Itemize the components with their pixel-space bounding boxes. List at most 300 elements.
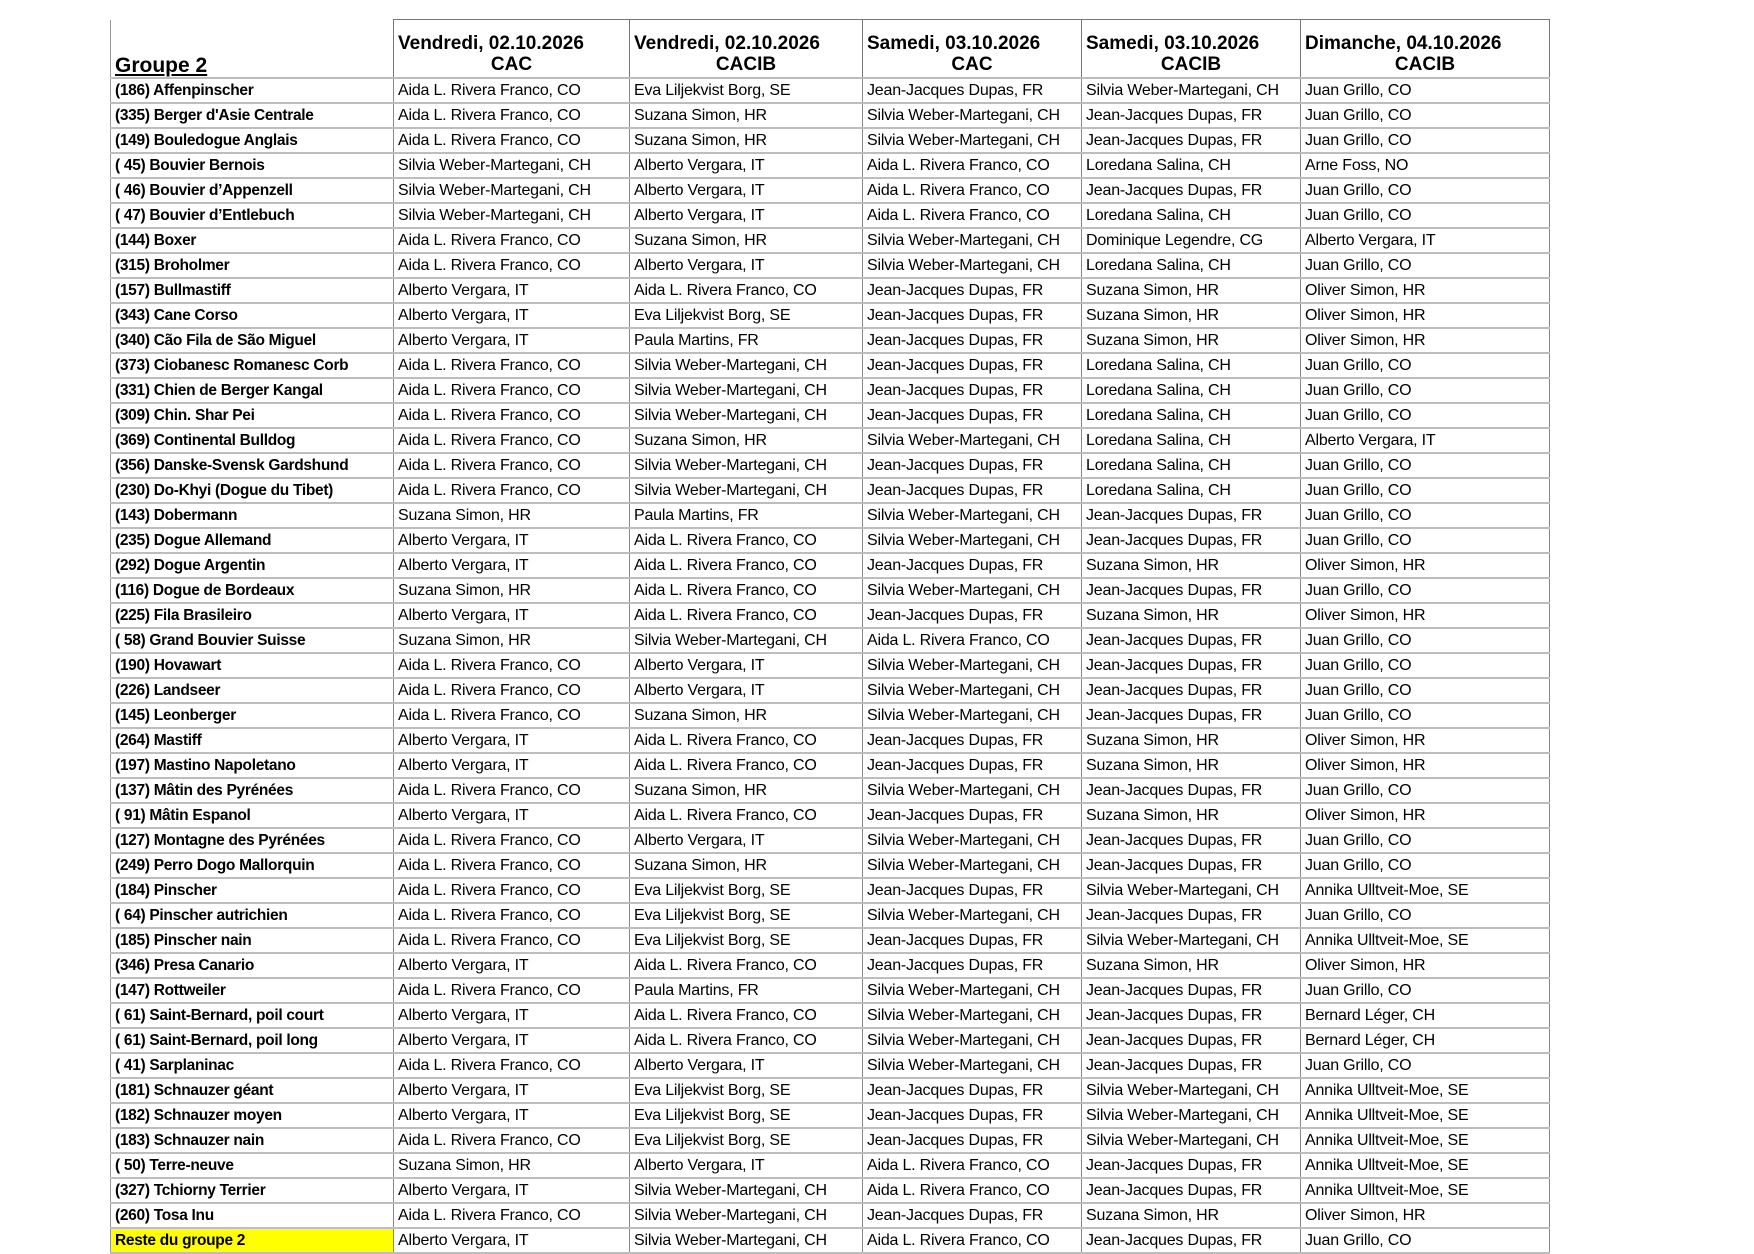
breed-cell: (225) Fila Brasileiro	[111, 603, 394, 628]
judge-cell: Oliver Simon, HR	[1301, 728, 1550, 753]
judge-cell: Oliver Simon, HR	[1301, 603, 1550, 628]
judge-cell: Oliver Simon, HR	[1301, 753, 1550, 778]
judge-cell: Alberto Vergara, IT	[394, 278, 630, 303]
judge-cell: Loredana Salina, CH	[1082, 403, 1301, 428]
judge-cell: Silvia Weber-Martegani, CH	[863, 578, 1082, 603]
judge-cell: Alberto Vergara, IT	[394, 603, 630, 628]
judge-cell: Suzana Simon, HR	[1082, 278, 1301, 303]
breed-cell: (343) Cane Corso	[111, 303, 394, 328]
judge-cell: Eva Liljekvist Borg, SE	[630, 878, 863, 903]
group-title: Groupe 2	[111, 20, 394, 79]
judge-cell: Alberto Vergara, IT	[394, 1078, 630, 1103]
judge-cell: Eva Liljekvist Borg, SE	[630, 928, 863, 953]
table-row	[111, 628, 1550, 653]
judges-schedule-sheet	[110, 19, 1550, 1254]
column-header	[863, 20, 1082, 79]
judge-cell: Jean-Jacques Dupas, FR	[1082, 528, 1301, 553]
judge-cell: Arne Foss, NO	[1301, 153, 1550, 178]
judge-cell: Juan Grillo, CO	[1301, 403, 1550, 428]
judge-cell: Bernard Léger, CH	[1301, 1003, 1550, 1028]
judge-cell: Juan Grillo, CO	[1301, 903, 1550, 928]
judge-cell: Aida L. Rivera Franco, CO	[394, 103, 630, 128]
breed-cell: (373) Ciobanesc Romanesc Corb	[111, 353, 394, 378]
judge-cell: Jean-Jacques Dupas, FR	[1082, 128, 1301, 153]
judge-cell: Jean-Jacques Dupas, FR	[1082, 1053, 1301, 1078]
column-type: CAC	[951, 54, 993, 75]
judge-cell: Silvia Weber-Martegani, CH	[863, 253, 1082, 278]
breed-cell: (183) Schnauzer nain	[111, 1128, 394, 1153]
judge-cell: Jean-Jacques Dupas, FR	[1082, 1028, 1301, 1053]
judge-cell: Jean-Jacques Dupas, FR	[863, 553, 1082, 578]
judge-cell: Jean-Jacques Dupas, FR	[1082, 1228, 1301, 1253]
judge-cell: Aida L. Rivera Franco, CO	[394, 78, 630, 103]
judge-cell: Aida L. Rivera Franco, CO	[394, 678, 630, 703]
judge-cell: Juan Grillo, CO	[1301, 103, 1550, 128]
table-row	[111, 253, 1550, 278]
table-row	[111, 1128, 1550, 1153]
judge-cell: Silvia Weber-Martegani, CH	[1082, 1103, 1301, 1128]
breed-cell: (182) Schnauzer moyen	[111, 1103, 394, 1128]
judge-cell: Silvia Weber-Martegani, CH	[1082, 1128, 1301, 1153]
judge-cell: Jean-Jacques Dupas, FR	[863, 928, 1082, 953]
judge-cell: Juan Grillo, CO	[1301, 1228, 1550, 1253]
judge-cell: Suzana Simon, HR	[1082, 953, 1301, 978]
judge-cell: Juan Grillo, CO	[1301, 578, 1550, 603]
table-row	[111, 603, 1550, 628]
judge-cell: Alberto Vergara, IT	[630, 678, 863, 703]
judge-cell: Suzana Simon, HR	[394, 578, 630, 603]
judge-cell: Juan Grillo, CO	[1301, 453, 1550, 478]
breed-cell: (137) Mâtin des Pyrénées	[111, 778, 394, 803]
judge-cell: Dominique Legendre, CG	[1082, 228, 1301, 253]
judge-cell: Alberto Vergara, IT	[394, 328, 630, 353]
table-row	[111, 1228, 1550, 1253]
judge-cell: Jean-Jacques Dupas, FR	[863, 728, 1082, 753]
judge-cell: Silvia Weber-Martegani, CH	[1082, 1078, 1301, 1103]
judge-cell: Oliver Simon, HR	[1301, 553, 1550, 578]
judge-cell: Aida L. Rivera Franco, CO	[394, 853, 630, 878]
column-day: Samedi, 03.10.2026	[1086, 33, 1260, 54]
judge-cell: Aida L. Rivera Franco, CO	[630, 803, 863, 828]
judge-cell: Loredana Salina, CH	[1082, 253, 1301, 278]
judge-cell: Annika Ulltveit-Moe, SE	[1301, 1153, 1550, 1178]
judge-cell: Jean-Jacques Dupas, FR	[863, 78, 1082, 103]
judge-cell: Silvia Weber-Martegani, CH	[863, 1028, 1082, 1053]
judge-cell: Silvia Weber-Martegani, CH	[630, 378, 863, 403]
judge-cell: Jean-Jacques Dupas, FR	[863, 303, 1082, 328]
breed-cell: (149) Bouledogue Anglais	[111, 128, 394, 153]
judge-cell: Aida L. Rivera Franco, CO	[394, 653, 630, 678]
breed-cell: (249) Perro Dogo Mallorquin	[111, 853, 394, 878]
judge-cell: Alberto Vergara, IT	[394, 528, 630, 553]
column-header	[1082, 20, 1301, 79]
table-row	[111, 328, 1550, 353]
judge-cell: Jean-Jacques Dupas, FR	[1082, 1003, 1301, 1028]
column-type: CACIB	[1394, 54, 1456, 75]
judge-cell: Juan Grillo, CO	[1301, 178, 1550, 203]
table-row	[111, 278, 1550, 303]
judge-cell: Alberto Vergara, IT	[394, 953, 630, 978]
breed-cell: (116) Dogue de Bordeaux	[111, 578, 394, 603]
judge-cell: Jean-Jacques Dupas, FR	[863, 803, 1082, 828]
table-row	[111, 478, 1550, 503]
judge-cell: Jean-Jacques Dupas, FR	[863, 753, 1082, 778]
judge-cell: Jean-Jacques Dupas, FR	[863, 603, 1082, 628]
judge-cell: Jean-Jacques Dupas, FR	[863, 453, 1082, 478]
judge-cell: Silvia Weber-Martegani, CH	[863, 978, 1082, 1003]
judge-cell: Eva Liljekvist Borg, SE	[630, 1128, 863, 1153]
judge-cell: Aida L. Rivera Franco, CO	[630, 753, 863, 778]
judge-cell: Annika Ulltveit-Moe, SE	[1301, 928, 1550, 953]
judge-cell: Jean-Jacques Dupas, FR	[863, 278, 1082, 303]
judge-cell: Alberto Vergara, IT	[1301, 228, 1550, 253]
judge-cell: Juan Grillo, CO	[1301, 853, 1550, 878]
breed-cell: ( 45) Bouvier Bernois	[111, 153, 394, 178]
judge-cell: Juan Grillo, CO	[1301, 1053, 1550, 1078]
judge-cell: Silvia Weber-Martegani, CH	[630, 453, 863, 478]
judge-cell: Juan Grillo, CO	[1301, 128, 1550, 153]
column-header	[1301, 20, 1550, 79]
table-row	[111, 228, 1550, 253]
judge-cell: Silvia Weber-Martegani, CH	[1082, 878, 1301, 903]
judge-cell: Aida L. Rivera Franco, CO	[630, 1003, 863, 1028]
breed-cell: (264) Mastiff	[111, 728, 394, 753]
judge-cell: Aida L. Rivera Franco, CO	[630, 553, 863, 578]
column-header	[630, 20, 863, 79]
judge-cell: Aida L. Rivera Franco, CO	[630, 578, 863, 603]
judge-cell: Juan Grillo, CO	[1301, 253, 1550, 278]
judge-cell: Aida L. Rivera Franco, CO	[394, 878, 630, 903]
judge-cell: Aida L. Rivera Franco, CO	[394, 978, 630, 1003]
judge-cell: Jean-Jacques Dupas, FR	[1082, 103, 1301, 128]
judge-cell: Loredana Salina, CH	[1082, 428, 1301, 453]
table-row	[111, 503, 1550, 528]
judge-cell: Aida L. Rivera Franco, CO	[630, 528, 863, 553]
column-day: Vendredi, 02.10.2026	[634, 33, 820, 54]
table-row	[111, 653, 1550, 678]
table-row	[111, 128, 1550, 153]
judge-cell: Aida L. Rivera Franco, CO	[394, 453, 630, 478]
judge-cell: Aida L. Rivera Franco, CO	[630, 953, 863, 978]
breed-cell: (369) Continental Bulldog	[111, 428, 394, 453]
judge-cell: Alberto Vergara, IT	[630, 178, 863, 203]
judge-cell: Eva Liljekvist Borg, SE	[630, 1078, 863, 1103]
judge-cell: Alberto Vergara, IT	[1301, 428, 1550, 453]
judge-cell: Jean-Jacques Dupas, FR	[1082, 578, 1301, 603]
table-row	[111, 703, 1550, 728]
judge-cell: Alberto Vergara, IT	[630, 1053, 863, 1078]
judge-cell: Suzana Simon, HR	[630, 228, 863, 253]
judge-cell: Oliver Simon, HR	[1301, 303, 1550, 328]
table-row	[111, 78, 1550, 103]
judge-cell: Suzana Simon, HR	[1082, 803, 1301, 828]
judge-cell: Oliver Simon, HR	[1301, 953, 1550, 978]
judge-cell: Alberto Vergara, IT	[394, 728, 630, 753]
judge-cell: Alberto Vergara, IT	[394, 553, 630, 578]
judge-cell: Juan Grillo, CO	[1301, 978, 1550, 1003]
breed-cell: (145) Leonberger	[111, 703, 394, 728]
judge-cell: Aida L. Rivera Franco, CO	[394, 703, 630, 728]
judge-cell: Alberto Vergara, IT	[630, 828, 863, 853]
judge-cell: Jean-Jacques Dupas, FR	[1082, 978, 1301, 1003]
breed-cell: (181) Schnauzer géant	[111, 1078, 394, 1103]
table-row	[111, 378, 1550, 403]
breed-cell: (327) Tchiorny Terrier	[111, 1178, 394, 1203]
breed-cell: (190) Hovawart	[111, 653, 394, 678]
judge-cell: Alberto Vergara, IT	[394, 303, 630, 328]
judge-cell: Silvia Weber-Martegani, CH	[630, 1178, 863, 1203]
judge-cell: Aida L. Rivera Franco, CO	[394, 128, 630, 153]
breed-cell: (340) Cão Fila de São Miguel	[111, 328, 394, 353]
judge-cell: Aida L. Rivera Franco, CO	[863, 153, 1082, 178]
judge-cell: Aida L. Rivera Franco, CO	[394, 1203, 630, 1228]
judge-cell: Alberto Vergara, IT	[394, 1178, 630, 1203]
judge-cell: Juan Grillo, CO	[1301, 78, 1550, 103]
judge-cell: Loredana Salina, CH	[1082, 453, 1301, 478]
judge-cell: Annika Ulltveit-Moe, SE	[1301, 1178, 1550, 1203]
judge-cell: Oliver Simon, HR	[1301, 328, 1550, 353]
judge-cell: Paula Martins, FR	[630, 978, 863, 1003]
judge-cell: Annika Ulltveit-Moe, SE	[1301, 878, 1550, 903]
breed-cell: ( 61) Saint-Bernard, poil court	[111, 1003, 394, 1028]
table-row	[111, 828, 1550, 853]
judge-cell: Alberto Vergara, IT	[630, 1153, 863, 1178]
breed-cell: (143) Dobermann	[111, 503, 394, 528]
column-day: Vendredi, 02.10.2026	[398, 33, 584, 54]
judge-cell: Eva Liljekvist Borg, SE	[630, 303, 863, 328]
judge-cell: Juan Grillo, CO	[1301, 778, 1550, 803]
judge-cell: Aida L. Rivera Franco, CO	[630, 728, 863, 753]
judge-cell: Aida L. Rivera Franco, CO	[394, 1053, 630, 1078]
breed-cell: (230) Do-Khyi (Dogue du Tibet)	[111, 478, 394, 503]
judge-cell: Jean-Jacques Dupas, FR	[1082, 903, 1301, 928]
judge-cell: Jean-Jacques Dupas, FR	[863, 478, 1082, 503]
table-row	[111, 1078, 1550, 1103]
judge-cell: Eva Liljekvist Borg, SE	[630, 1103, 863, 1128]
judge-cell: Silvia Weber-Martegani, CH	[394, 153, 630, 178]
judge-cell: Oliver Simon, HR	[1301, 1203, 1550, 1228]
judge-cell: Juan Grillo, CO	[1301, 478, 1550, 503]
judge-cell: Aida L. Rivera Franco, CO	[394, 353, 630, 378]
judge-cell: Jean-Jacques Dupas, FR	[863, 328, 1082, 353]
judge-cell: Aida L. Rivera Franco, CO	[863, 178, 1082, 203]
judge-cell: Loredana Salina, CH	[1082, 378, 1301, 403]
table-row	[111, 878, 1550, 903]
judge-cell: Aida L. Rivera Franco, CO	[863, 628, 1082, 653]
judge-cell: Paula Martins, FR	[630, 328, 863, 353]
table-row	[111, 553, 1550, 578]
table-row	[111, 953, 1550, 978]
breed-cell: (315) Broholmer	[111, 253, 394, 278]
breed-cell: (184) Pinscher	[111, 878, 394, 903]
judge-cell: Jean-Jacques Dupas, FR	[863, 1103, 1082, 1128]
table-row	[111, 428, 1550, 453]
judges-table	[110, 19, 1550, 1254]
judge-cell: Suzana Simon, HR	[630, 428, 863, 453]
column-day: Dimanche, 04.10.2026	[1305, 33, 1502, 54]
table-row	[111, 853, 1550, 878]
breed-cell: ( 61) Saint-Bernard, poil long	[111, 1028, 394, 1053]
judge-cell: Suzana Simon, HR	[1082, 753, 1301, 778]
breed-cell: (356) Danske-Svensk Gardshund	[111, 453, 394, 478]
judge-cell: Silvia Weber-Martegani, CH	[863, 103, 1082, 128]
judge-cell: Aida L. Rivera Franco, CO	[394, 228, 630, 253]
breed-cell: (144) Boxer	[111, 228, 394, 253]
table-row	[111, 1103, 1550, 1128]
judge-cell: Jean-Jacques Dupas, FR	[1082, 853, 1301, 878]
judge-cell: Silvia Weber-Martegani, CH	[863, 678, 1082, 703]
judge-cell: Juan Grillo, CO	[1301, 378, 1550, 403]
judge-cell: Suzana Simon, HR	[394, 1153, 630, 1178]
judge-cell: Juan Grillo, CO	[1301, 503, 1550, 528]
judge-cell: Silvia Weber-Martegani, CH	[863, 228, 1082, 253]
breed-cell: (331) Chien de Berger Kangal	[111, 378, 394, 403]
judge-cell: Jean-Jacques Dupas, FR	[1082, 778, 1301, 803]
judge-cell: Loredana Salina, CH	[1082, 203, 1301, 228]
judge-cell: Juan Grillo, CO	[1301, 703, 1550, 728]
judge-cell: Jean-Jacques Dupas, FR	[1082, 1178, 1301, 1203]
table-row	[111, 753, 1550, 778]
judge-cell: Aida L. Rivera Franco, CO	[394, 778, 630, 803]
judge-cell: Silvia Weber-Martegani, CH	[863, 903, 1082, 928]
judge-cell: Silvia Weber-Martegani, CH	[863, 853, 1082, 878]
judge-cell: Juan Grillo, CO	[1301, 628, 1550, 653]
table-row	[111, 1153, 1550, 1178]
table-row	[111, 578, 1550, 603]
judge-cell: Alberto Vergara, IT	[394, 1228, 630, 1253]
judge-cell: Silvia Weber-Martegani, CH	[1082, 78, 1301, 103]
column-header	[394, 20, 630, 79]
judge-cell: Juan Grillo, CO	[1301, 653, 1550, 678]
breed-cell: (309) Chin. Shar Pei	[111, 403, 394, 428]
judge-cell: Silvia Weber-Martegani, CH	[863, 528, 1082, 553]
judge-cell: Juan Grillo, CO	[1301, 353, 1550, 378]
judge-cell: Loredana Salina, CH	[1082, 478, 1301, 503]
table-row	[111, 453, 1550, 478]
judge-cell: Aida L. Rivera Franco, CO	[394, 478, 630, 503]
judge-cell: Aida L. Rivera Franco, CO	[394, 828, 630, 853]
judge-cell: Annika Ulltveit-Moe, SE	[1301, 1103, 1550, 1128]
breed-cell: (260) Tosa Inu	[111, 1203, 394, 1228]
judge-cell: Paula Martins, FR	[630, 503, 863, 528]
judge-cell: Silvia Weber-Martegani, CH	[394, 178, 630, 203]
table-row	[111, 1203, 1550, 1228]
judge-cell: Aida L. Rivera Franco, CO	[863, 1153, 1082, 1178]
judge-cell: Suzana Simon, HR	[1082, 328, 1301, 353]
table-body	[111, 78, 1550, 1253]
judge-cell: Alberto Vergara, IT	[394, 803, 630, 828]
judge-cell: Suzana Simon, HR	[1082, 303, 1301, 328]
breed-cell: (185) Pinscher nain	[111, 928, 394, 953]
judge-cell: Alberto Vergara, IT	[630, 203, 863, 228]
judge-cell: Alberto Vergara, IT	[630, 253, 863, 278]
judge-cell: Silvia Weber-Martegani, CH	[394, 203, 630, 228]
table-row	[111, 778, 1550, 803]
judge-cell: Annika Ulltveit-Moe, SE	[1301, 1078, 1550, 1103]
judge-cell: Aida L. Rivera Franco, CO	[394, 1128, 630, 1153]
judge-cell: Juan Grillo, CO	[1301, 678, 1550, 703]
breed-cell: (147) Rottweiler	[111, 978, 394, 1003]
breed-cell: ( 64) Pinscher autrichien	[111, 903, 394, 928]
judge-cell: Silvia Weber-Martegani, CH	[863, 828, 1082, 853]
judge-cell: Eva Liljekvist Borg, SE	[630, 78, 863, 103]
breed-cell: ( 91) Mâtin Espanol	[111, 803, 394, 828]
judge-cell: Aida L. Rivera Franco, CO	[630, 278, 863, 303]
judge-cell: Suzana Simon, HR	[1082, 553, 1301, 578]
judge-cell: Silvia Weber-Martegani, CH	[630, 403, 863, 428]
judge-cell: Aida L. Rivera Franco, CO	[394, 253, 630, 278]
judge-cell: Bernard Léger, CH	[1301, 1028, 1550, 1053]
table-row	[111, 1003, 1550, 1028]
table-row	[111, 1053, 1550, 1078]
column-type: CACIB	[715, 54, 777, 75]
judge-cell: Jean-Jacques Dupas, FR	[1082, 828, 1301, 853]
judge-cell: Aida L. Rivera Franco, CO	[394, 928, 630, 953]
judge-cell: Alberto Vergara, IT	[394, 1003, 630, 1028]
judge-cell: Jean-Jacques Dupas, FR	[1082, 178, 1301, 203]
judge-cell: Silvia Weber-Martegani, CH	[863, 1003, 1082, 1028]
column-type: CAC	[490, 54, 533, 75]
breed-cell: ( 47) Bouvier d’Entlebuch	[111, 203, 394, 228]
judge-cell: Suzana Simon, HR	[630, 853, 863, 878]
breed-cell: (157) Bullmastiff	[111, 278, 394, 303]
judge-cell: Oliver Simon, HR	[1301, 803, 1550, 828]
judge-cell: Silvia Weber-Martegani, CH	[863, 128, 1082, 153]
judge-cell: Aida L. Rivera Franco, CO	[394, 378, 630, 403]
judge-cell: Eva Liljekvist Borg, SE	[630, 903, 863, 928]
breed-cell: (292) Dogue Argentin	[111, 553, 394, 578]
judge-cell: Jean-Jacques Dupas, FR	[1082, 1153, 1301, 1178]
table-row	[111, 353, 1550, 378]
judge-cell: Alberto Vergara, IT	[394, 1028, 630, 1053]
judge-cell: Suzana Simon, HR	[630, 778, 863, 803]
table-row	[111, 178, 1550, 203]
judge-cell: Jean-Jacques Dupas, FR	[863, 1128, 1082, 1153]
breed-cell: (127) Montagne des Pyrénées	[111, 828, 394, 853]
breed-cell: ( 50) Terre-neuve	[111, 1153, 394, 1178]
judge-cell: Oliver Simon, HR	[1301, 278, 1550, 303]
breed-cell: (186) Affenpinscher	[111, 78, 394, 103]
judge-cell: Silvia Weber-Martegani, CH	[1082, 928, 1301, 953]
table-row	[111, 803, 1550, 828]
table-row	[111, 928, 1550, 953]
column-day: Samedi, 03.10.2026	[867, 33, 1041, 54]
table-row	[111, 903, 1550, 928]
table-row	[111, 153, 1550, 178]
judge-cell: Silvia Weber-Martegani, CH	[630, 353, 863, 378]
judge-cell: Jean-Jacques Dupas, FR	[863, 1078, 1082, 1103]
judge-cell: Jean-Jacques Dupas, FR	[1082, 653, 1301, 678]
judge-cell: Aida L. Rivera Franco, CO	[863, 203, 1082, 228]
judge-cell: Juan Grillo, CO	[1301, 203, 1550, 228]
judge-cell: Aida L. Rivera Franco, CO	[863, 1178, 1082, 1203]
judge-cell: Jean-Jacques Dupas, FR	[863, 378, 1082, 403]
judge-cell: Suzana Simon, HR	[394, 628, 630, 653]
judge-cell: Silvia Weber-Martegani, CH	[863, 503, 1082, 528]
breed-cell: (226) Landseer	[111, 678, 394, 703]
judge-cell: Aida L. Rivera Franco, CO	[394, 903, 630, 928]
judge-cell: Jean-Jacques Dupas, FR	[1082, 628, 1301, 653]
judge-cell: Suzana Simon, HR	[1082, 1203, 1301, 1228]
judge-cell: Aida L. Rivera Franco, CO	[394, 428, 630, 453]
table-row	[111, 1178, 1550, 1203]
judge-cell: Suzana Simon, HR	[630, 103, 863, 128]
judge-cell: Aida L. Rivera Franco, CO	[630, 603, 863, 628]
judge-cell: Silvia Weber-Martegani, CH	[630, 1203, 863, 1228]
judge-cell: Jean-Jacques Dupas, FR	[1082, 678, 1301, 703]
table-row	[111, 203, 1550, 228]
column-type: CACIB	[1160, 54, 1222, 75]
